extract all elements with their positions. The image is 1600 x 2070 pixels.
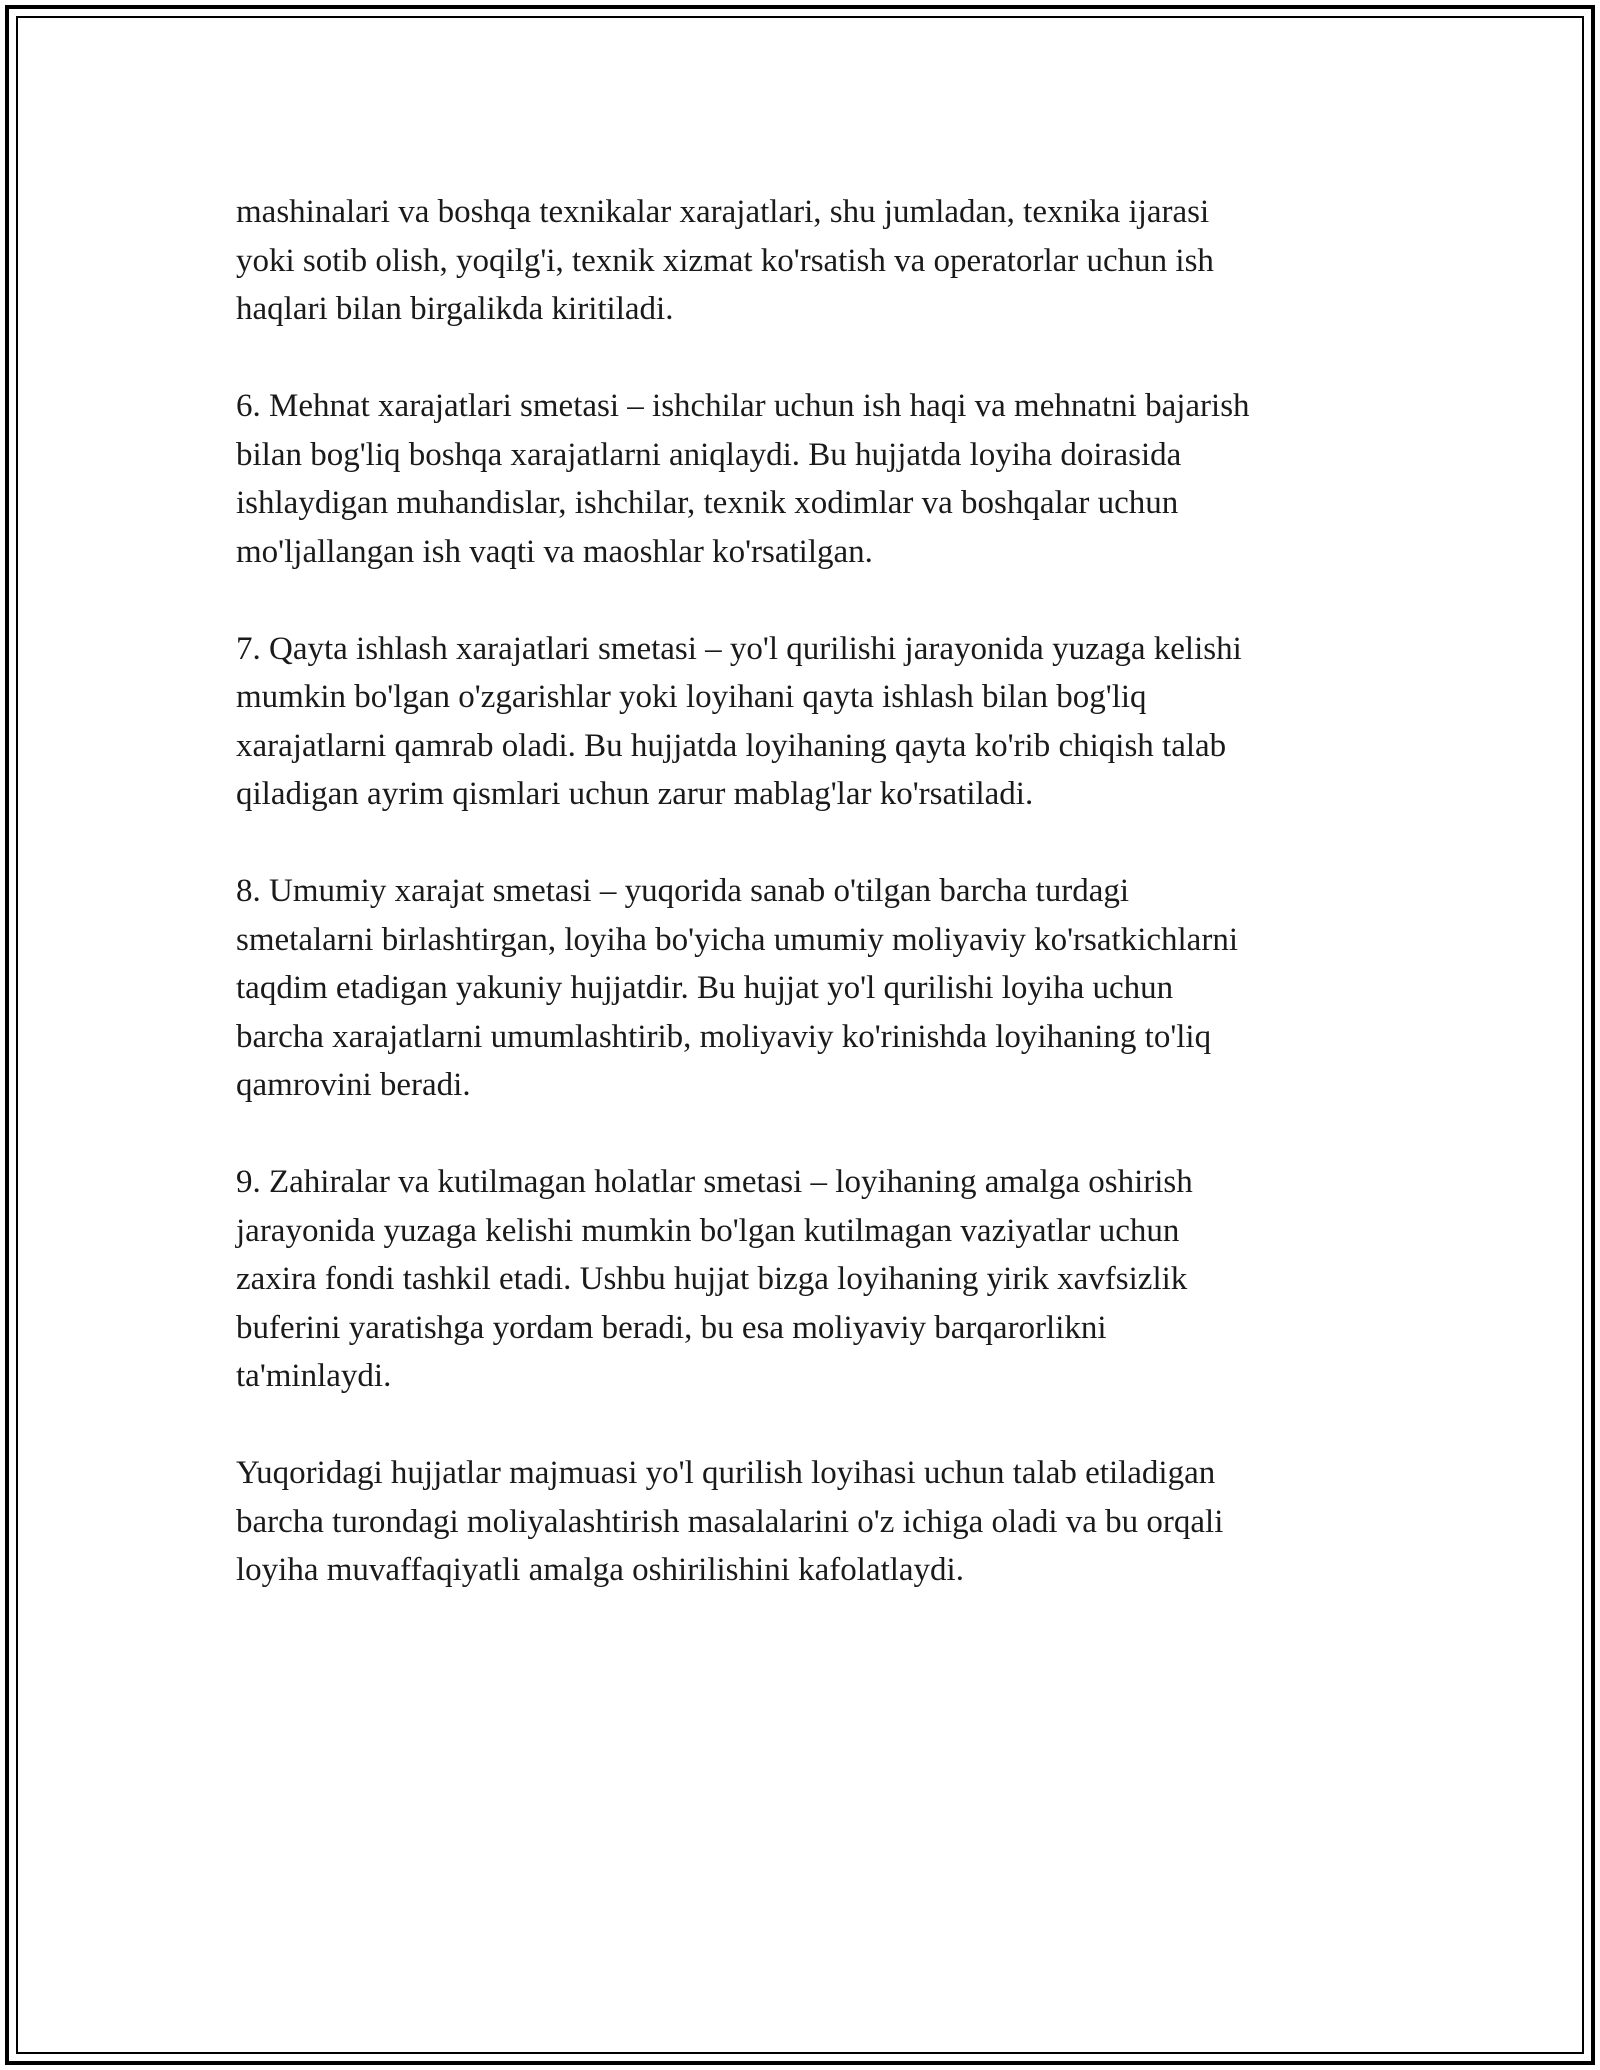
paragraph-rework-costs: 7. Qayta ishlash xarajatlari smetasi – yo'l qurilishi jarayonida yuzaga kelishi mumkin bo'lgan o'zgarishlar yoki loyihani qayta ishlash bilan bog'liq xarajatlarni qamrab oladi. Bu hujjatda loyihaning qayta ko'rib chiqish talab qiladigan ayrim qismlari uchun zarur mablag'lar ko'rsatiladi.: [236, 630, 1242, 812]
document-body: [236, 188, 1376, 1643]
paragraph-conclusion: Yuqoridagi hujjatlar majmuasi yo'l qurilish loyihasi uchun talab etiladigan barcha turondagi moliyalashtirish masalalarini o'z ichiga oladi va bu orqali loyiha muvaffaqiyatli amalga oshirilishini kafolatlaydi.: [236, 1455, 1224, 1588]
paragraph-machinery-continuation: mashinalari va boshqa texnikalar xarajatlari, shu jumladan, texnika ijarasi yoki sotib olish, yoqilg'i, texnik xizmat ko'rsatish va operatorlar uchun ish haqlari bilan birgalikda kiritiladi.: [236, 194, 1214, 327]
paragraph-total-estimate: 8. Umumiy xarajat smetasi – yuqorida sanab o'tilgan barcha turdagi smetalarni birlashtirgan, loyiha bo'yicha umumiy moliyaviy ko'rsatkichlarni taqdim etadigan yakuniy hujjatdir. Bu hujjat yo'l qurilishi loyiha uchun barcha xarajatlarni umumlashtirib, moliyaviy ko'rinishda loyihaning to'liq qamrovini beradi.: [236, 873, 1238, 1103]
paragraph-contingency-estimate: 9. Zahiralar va kutilmagan holatlar smetasi – loyihaning amalga oshirish jarayonida yuzaga kelishi mumkin bo'lgan kutilmagan vaziyatlar uchun zaxira fondi tashkil etadi. Ushbu hujjat bizga loyihaning yirik xavfsizlik buferini yaratishga yordam beradi, bu esa moliyaviy barqarorlikni ta'minlaydi.: [236, 1164, 1193, 1394]
paragraph-labor-costs: 6. Mehnat xarajatlari smetasi – ishchilar uchun ish haqi va mehnatni bajarish bilan bog'liq boshqa xarajatlarni aniqlaydi. Bu hujjatda loyiha doirasida ishlaydigan muhandislar, ishchilar, texnik xodimlar va boshqalar uchun mo'ljallangan ish vaqti va maoshlar ko'rsatilgan.: [236, 388, 1250, 570]
